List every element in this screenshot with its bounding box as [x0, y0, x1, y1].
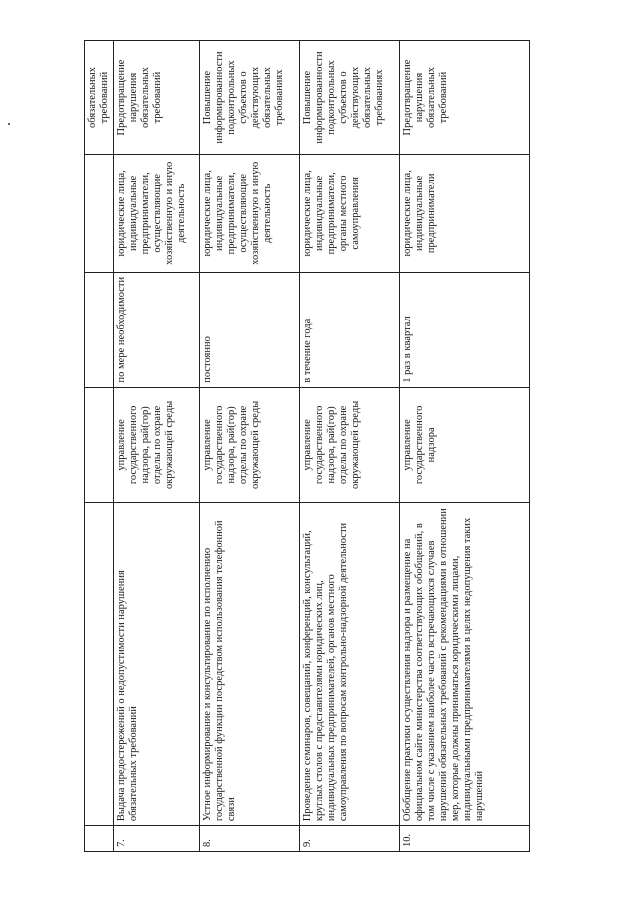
rotated-table-frame [84, 40, 485, 852]
subjects-cell: юридические лица, индивидуальные предприниматели, осуществляющие хозяйственную и иную деятельность [114, 155, 200, 273]
result-cell: Предотвращение нарушения обязательных требований [400, 41, 530, 155]
event-cell: Обобщение практики осуществления надзора и размещение на официальном сайте министерства соответствующих обобщений, в том числе с указанием наиболее часто встречающихся случаев нарушений обязательных требований с рекомендациями в отношении мер, которые должны приниматься юридическими лицами, индивидуальными предпринимателями в целях недопущения таких нарушений [400, 502, 530, 825]
row-number: 9. [300, 826, 400, 852]
event-cell: Выдача предостережений о недопустимости нарушения обязательных требований [114, 502, 200, 825]
result-cell: Повышение информированности подконтрольных субъектов о действующих обязательных требованиях [300, 41, 400, 155]
table-row [114, 41, 200, 852]
table-row [200, 41, 300, 852]
subjects-cell: юридические лица, индивидуальные предприниматели, осуществляющие хозяйственную и иную деятельность [200, 155, 300, 273]
row-number [85, 826, 114, 852]
subjects-cell: юридические лица, индивидуальные предприниматели [400, 155, 530, 273]
period-cell: 1 раз в квартал [400, 272, 530, 387]
period-cell [85, 272, 114, 387]
measures-table [84, 40, 530, 852]
row-number: 8. [200, 826, 300, 852]
period-cell: по мере необходимости [114, 272, 200, 387]
responsible-cell: управление государственного надзора [400, 387, 530, 502]
table-row [400, 41, 530, 852]
table-row [85, 41, 114, 852]
row-number: 10. [400, 826, 530, 852]
result-cell: Повышение информированности подконтрольных субъектов о действующих обязательных требованиях [200, 41, 300, 155]
scan-speck [8, 123, 10, 125]
responsible-cell: управление государственного надзора, рай(гор) отделы по охране окружающей среды [200, 387, 300, 502]
row-number: 7. [114, 826, 200, 852]
responsible-cell [85, 387, 114, 502]
responsible-cell: управление государственного надзора, рай(гор) отделы по охране окружающей среды [114, 387, 200, 502]
event-cell: Проведение семинаров, совещаний, конференций, консультаций, круглых столов с представителями юридических лиц, индивидуальных предпринимателей, органов местного самоуправления по вопросам контрольно-надзорной деятельности [300, 502, 400, 825]
event-cell: Устное информирование и консультирование по исполнению государственной функции посредством использования телефонной связи [200, 502, 300, 825]
subjects-cell: юридические лица, индивидуальные предприниматели, органы местного самоуправления [300, 155, 400, 273]
result-cell: Предотвращение нарушения обязательных требований [114, 41, 200, 155]
table-row [300, 41, 400, 852]
event-cell [85, 502, 114, 825]
result-cell: обязательных требований [85, 41, 114, 155]
period-cell: в течение года [300, 272, 400, 387]
responsible-cell: управление государственного надзора, рай(гор) отделы по охране окружающей среды [300, 387, 400, 502]
measures-table-rotated [84, 40, 485, 852]
period-cell: постоянно [200, 272, 300, 387]
subjects-cell [85, 155, 114, 273]
